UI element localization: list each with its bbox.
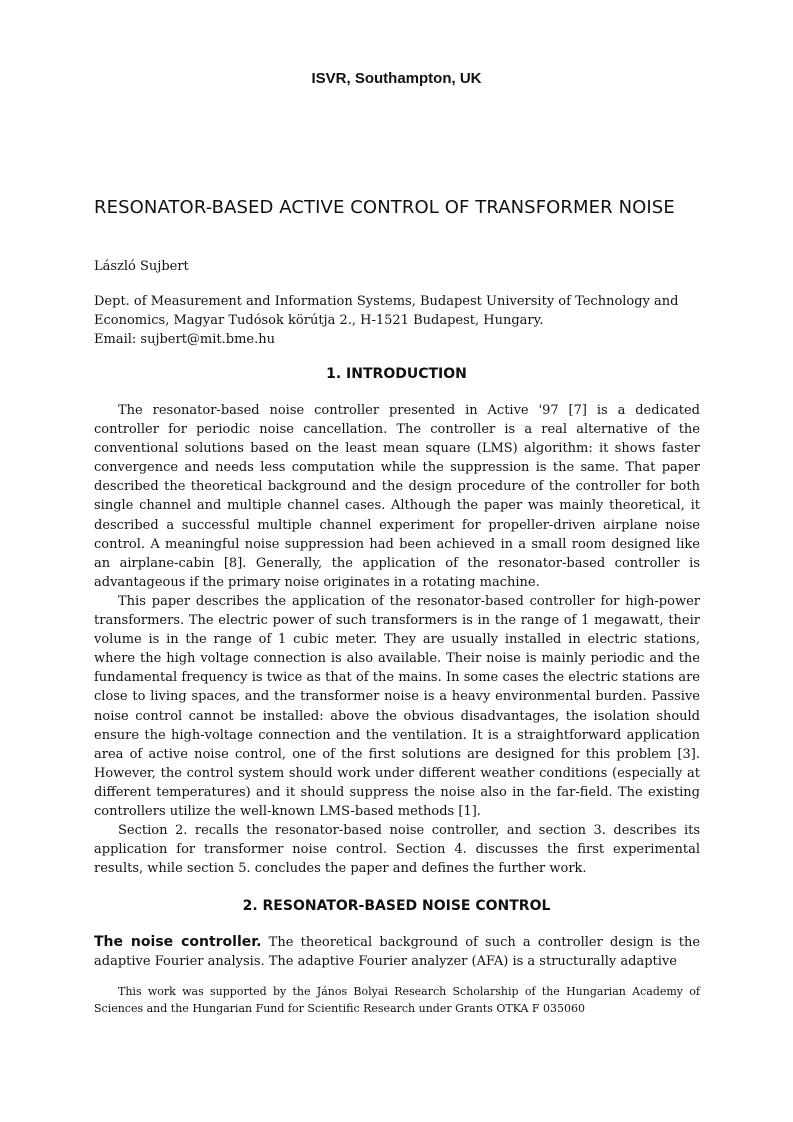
affiliation-block	[94, 292, 700, 349]
venue-header: ISVR, Southampton, UK	[311, 70, 482, 87]
affiliation-line: Dept. of Measurement and Information Systems, Budapest University of Technology and	[94, 294, 679, 309]
section-heading-noise-control: 2. RESONATOR-BASED NOISE CONTROL	[242, 898, 551, 914]
paper-title: RESONATOR-BASED ACTIVE CONTROL OF TRANSFORMER NOISE	[94, 197, 675, 218]
noise-control-body	[94, 933, 700, 971]
footnote: This work was supported by the János Bolyai Research Scholarship of the Hungarian Academy of Sciences and the Hungarian Fund for Scientific Research under Grants OTKA F 035060	[94, 985, 700, 1015]
email-line: Email: sujbert@mit.bme.hu	[94, 332, 275, 347]
paragraph-heading: The noise controller.	[94, 934, 262, 950]
affiliation-line: Economics, Magyar Tudósok körútja 2., H-1521 Budapest, Hungary.	[94, 313, 544, 328]
section-heading-introduction: 1. INTRODUCTION	[326, 366, 467, 382]
author-name: László Sujbert	[94, 259, 189, 274]
paragraph	[94, 933, 700, 971]
paragraph: This paper describes the application of the resonator-based controller for high-power transformers. The electric power of such transformers is in the range of 1 megawatt, their volume is in the range of 1 cubic meter. They are usually installed in electric stations, where the high voltage connection is also available. Their noise is mainly periodic and the fundamental frequency is twice as that of the mains. In some cases the electric stations are close to living spaces, and the transformer noise is a heavy environmental burden. Passive noise control cannot be installed: above the obvious disadvantages, the isolation should ensure the high-voltage connection and the ventilation. It is a straightforward application area of active noise control, one of the first solutions are designed for this problem [3]. However, the control system should work under different weather conditions (especially at different temperatures) and it should suppress the noise also in the far-field. The existing controllers utilize the well-known LMS-based methods [1].	[94, 593, 700, 819]
paragraph: Section 2. recalls the resonator-based noise controller, and section 3. describes its application for transformer noise control. Section 4. discusses the first experimental results, while section 5. concludes the paper and defines the further work.	[94, 823, 700, 877]
introduction-body	[94, 401, 700, 878]
paragraph: The resonator-based noise controller presented in Active '97 [7] is a dedicated controller for periodic noise cancellation. The controller is a real alternative of the conventional solutions based on the least mean square (LMS) algorithm: it shows faster convergence and needs less computation while the suppression is the same. That paper described the theoretical background and the design procedure of the controller for both single channel and multiple channel cases. Although the paper was mainly theoretical, it described a successful multiple channel experiment for propeller-driven airplane noise control. A meaningful noise suppression had been achieved in a small room designed like an airplane-cabin [8]. Generally, the application of the resonator-based controller is advantageous if the primary noise originates in a rotating machine.	[94, 403, 700, 590]
paragraph-text: The theoretical background of such a controller design is the adaptive Fourier analysis. The adaptive Fourier analyzer (AFA) is a structurally adaptive	[94, 935, 701, 970]
